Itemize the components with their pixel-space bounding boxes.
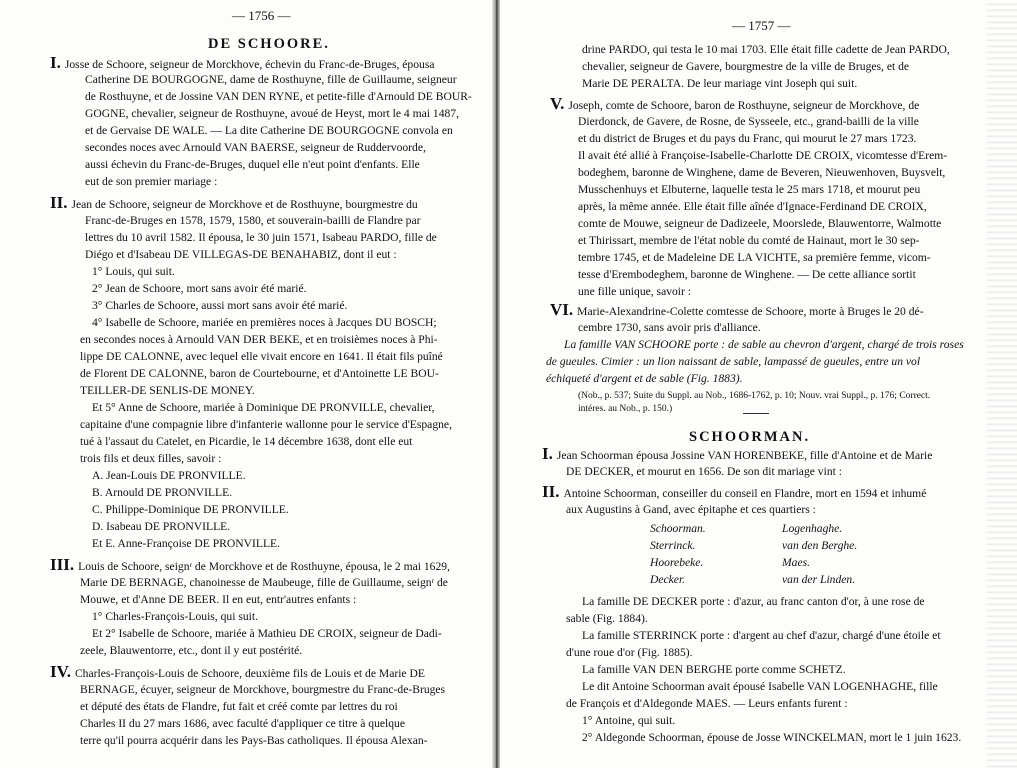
- text-line: La famille VAN SCHOORE porte : de sable au chevron d'argent, chargé de trois roses: [564, 338, 964, 351]
- text-line: capitaine d'une compagnie libre d'infanterie wallonne pour le service d'Espagne,: [80, 418, 452, 431]
- text-line: aussi échevin du Franc-de-Bruges, duquel elle n'eut point d'enfants. Elle: [85, 158, 420, 171]
- text-line: Le dit Antoine Schoorman avait épousé Isabelle VAN LOGENHAGHE, fille: [582, 680, 938, 693]
- quarter-name: Logenhaghe.: [782, 522, 843, 535]
- text-line: une fille unique, savoir :: [578, 285, 692, 298]
- text-line: Charles II du 27 mars 1686, avec faculté d'appliquer ce titre à quelque: [80, 717, 405, 730]
- roman-numeral: II.: [50, 193, 68, 212]
- text-line: GOGNE, chevalier, seigneur de Rosthuyne, avoué de Heyst, mort le 4 mai 1487,: [85, 107, 459, 120]
- text-line: chevalier, seigneur de Gavere, bourgmestre de la ville de Bruges, et de: [582, 60, 910, 73]
- text-line: 1° Charles-François-Louis, qui suit.: [92, 610, 258, 623]
- text-line: et du district de Bruges et du pays du Franc, qui mourut le 27 mars 1723.: [578, 132, 917, 145]
- roman-numeral: III.: [50, 555, 75, 574]
- roman-numeral: VI.: [550, 300, 574, 319]
- text-line: intéres. au Nob., p. 150.): [578, 404, 673, 414]
- text-line: Antoine Schoorman, conseiller du conseil en Flandre, mort en 1594 et inhumé: [563, 487, 927, 500]
- quarter-name: Maes.: [782, 556, 811, 569]
- section-title: DE SCHOORE.: [208, 36, 330, 52]
- text-line: terre qu'il pourra acquérir dans les Pays-Bas catholiques. Il épousa Alexan-: [80, 734, 428, 747]
- text-line: Catherine DE BOURGOGNE, dame de Rosthuyne, fille de Guillaume, seigneur: [85, 73, 457, 86]
- text-line: Louis de Schoore, seignʳ de Morckhove et de Rosthuyne, épousa, le 2 mai 1629,: [78, 560, 450, 573]
- text-line: Musschenhuys et Elbuterne, laquelle testa le 25 mars 1718, et mourut peu: [578, 183, 921, 196]
- text-line: comte de Mouwe, seigneur de Dadizeele, Moorslede, Blauwentorre, Walmotte: [578, 217, 942, 230]
- text-line: bodeghem, baronne de Winghene, dame de Beveren, Nieuwenhoven, Buysvelt,: [578, 166, 946, 179]
- text-line: 2° Jean de Schoore, mort sans avoir été marié.: [92, 282, 307, 295]
- text-line: secondes noces avec Arnould VAN BAERSE, seigneur de Ruddervoorde,: [85, 141, 426, 154]
- text-line: La famille DE DECKER porte : d'azur, au franc canton d'or, à une rose de: [582, 595, 925, 608]
- text-line: Jean Schoorman épousa Jossine VAN HORENBEKE, fille d'Antoine et de Marie: [556, 449, 933, 462]
- text-line: Marie DE PERALTA. De leur mariage vint Joseph qui suit.: [582, 77, 858, 90]
- text-line: B. Arnould DE PRONVILLE.: [92, 486, 233, 499]
- section-title: SCHOORMAN.: [689, 429, 811, 445]
- text-line: zeele, Blauwentorre, etc., dont il y eut postérité.: [80, 644, 303, 657]
- text-line: tesse d'Erembodeghem, baronne de Winghene. — De cette alliance sortit: [578, 268, 916, 281]
- text-line: et député des états de Flandre, fut fait et créé comte par lettres du roi: [80, 700, 398, 713]
- text-line: tembre 1745, et de Madeleine DE LA VICHTE, sa première femme, vicom-: [578, 251, 931, 264]
- text-line: La famille VAN DEN BERGHE porte comme SCHETZ.: [582, 663, 846, 676]
- page-number: — 1756 —: [232, 8, 291, 23]
- left-page: [0, 0, 494, 768]
- text-line: (Nob., p. 537; Suite du Suppl. au Nob., 1686-1762, p. 10; Nouv. vrai Suppl., p. 176; Correct.: [578, 391, 931, 401]
- quarter-name: Hoorebeke.: [650, 556, 704, 569]
- text-line: BERNAGE, écuyer, seigneur de Morckhove, bourgmestre du Franc-de-Bruges: [80, 683, 446, 696]
- quarter-name: van der Linden.: [782, 573, 856, 586]
- text-line: tué à l'assaut du Catelet, en Picardie, le 14 décembre 1638, dont elle eut: [80, 435, 413, 448]
- quarter-name: Decker.: [650, 573, 686, 586]
- text-line: Et 5° Anne de Schoore, mariée à Dominique DE PRONVILLE, chevalier,: [92, 401, 435, 414]
- roman-numeral: V.: [550, 94, 565, 113]
- text-line: aux Augustins à Gand, avec épitaphe et ces quartiers :: [566, 503, 816, 516]
- section-divider: [743, 413, 769, 414]
- text-line: TEILLER-DE SENLIS-DE MONEY.: [80, 384, 255, 397]
- text-line: 3° Charles de Schoore, aussi mort sans avoir été marié.: [92, 299, 348, 312]
- text-line: Charles-François-Louis de Schoore, deuxième fils de Louis et de Marie DE: [74, 667, 425, 680]
- text-line: lippe DE CALONNE, avec lequel elle vivait encore en 1641. Il était fils puîné: [80, 350, 443, 363]
- text-line: Jean de Schoore, seigneur de Morckhove et de Rosthuyne, bourgmestre du: [71, 198, 418, 211]
- text-line: Et 2° Isabelle de Schoore, mariée à Mathieu DE CROIX, seigneur de Dadi-: [92, 627, 442, 640]
- text-line: sable (Fig. 1884).: [566, 612, 648, 625]
- text-line: Mouwe, et d'Anne DE BEER. Il en eut, entr'autres enfants :: [80, 593, 357, 606]
- text-line: 4° Isabelle de Schoore, mariée en premières noces à Jacques DU BOSCH;: [92, 316, 437, 329]
- text-line: Il avait été allié à Françoise-Isabelle-Charlotte DE CROIX, vicomtesse d'Erem-: [578, 149, 948, 162]
- text-line: Et E. Anne-Françoise DE PRONVILLE.: [92, 537, 281, 550]
- text-line: échiqueté d'argent et de sable (Fig. 1883).: [546, 372, 743, 385]
- text-line: A. Jean-Louis DE PRONVILLE.: [92, 469, 246, 482]
- text-line: en secondes noces à Arnould VAN DER BEKE, et en troisièmes noces à Phi-: [80, 333, 438, 346]
- text-line: de François et d'Aldegonde MAES. — Leurs enfants furent :: [566, 697, 848, 710]
- text-line: DE DECKER, et mourut en 1656. De son dit mariage vint :: [566, 465, 842, 478]
- roman-numeral: I.: [50, 53, 61, 72]
- text-line: La famille STERRINCK porte : d'argent au chef d'azur, chargé d'une étoile et: [582, 629, 941, 642]
- text-line: 2° Aldegonde Schoorman, épouse de Josse WINCKELMAN, mort le 1 juin 1623.: [582, 731, 962, 744]
- text-line: et de Gervaise DE WALE. — La dite Catherine DE BOURGOGNE convola en: [85, 124, 453, 137]
- page-number: — 1757 —: [732, 18, 791, 33]
- quarter-name: Sterrinck.: [650, 539, 696, 552]
- text-line: D. Isabeau DE PRONVILLE.: [92, 520, 231, 533]
- text-line: 1° Louis, qui suit.: [92, 265, 175, 278]
- text-line: de Rosthuyne, et de Jossine VAN DEN RYNE, et petite-fille d'Arnould DE BOUR-: [85, 90, 472, 103]
- text-line: Marie DE BERNAGE, chanoinesse de Maubeuge, fille de Guillaume, seignʳ de: [80, 576, 448, 589]
- text-line: 1° Antoine, qui suit.: [582, 714, 676, 727]
- quarter-name: van den Berghe.: [782, 539, 858, 552]
- text-line: Diégo et d'Isabeau DE VILLEGAS-DE BENAHABIZ, dont il eut :: [85, 248, 397, 261]
- text-line: Marie-Alexandrine-Colette comtesse de Schoore, morte à Bruges le 20 dé-: [577, 305, 924, 318]
- quarter-name: Schoorman.: [650, 522, 706, 535]
- text-line: de Florent DE CALONNE, baron de Courtebourne, et d'Antoinette LE BOU-: [80, 367, 439, 380]
- text-line: et Thirissart, membre de l'état noble du comté de Hainaut, mort le 30 sep-: [578, 234, 920, 247]
- text-line: drine PARDO, qui testa le 10 mai 1703. Elle était fille cadette de Jean PARDO,: [582, 43, 950, 56]
- text-line: Franc-de-Bruges en 1578, 1579, 1580, et souverain-bailli de Flandre par: [85, 214, 421, 227]
- text-line: de gueules. Cimier : un lion naissant de sable, lampassé de gueules, entre un vol: [546, 355, 921, 368]
- text-line: lettres du 10 avril 1582. Il épousa, le 30 juin 1571, Isabeau PARDO, fille de: [85, 231, 437, 244]
- text-line: cembre 1730, sans avoir pris d'alliance.: [578, 321, 761, 334]
- text-line: Dierdonck, de Gavere, de Rosne, de Sysseele, etc., grand-bailli de la ville: [578, 115, 919, 128]
- roman-numeral: IV.: [50, 662, 71, 681]
- text-line: Joseph, comte de Schoore, baron de Rosthuyne, seigneur de Morckhove, de: [568, 99, 920, 112]
- text-line: d'une roue d'or (Fig. 1885).: [566, 646, 693, 659]
- text-line: trois fils et deux filles, savoir :: [80, 452, 222, 465]
- text-line: après, la même année. Elle était fille aînée d'Ignace-Ferdinand DE CROIX,: [578, 200, 927, 213]
- text-line: eut de son premier mariage :: [85, 175, 218, 188]
- roman-numeral: II.: [542, 482, 560, 501]
- text-line: C. Philippe-Dominique DE PRONVILLE.: [92, 503, 289, 516]
- roman-numeral: I.: [542, 444, 553, 463]
- text-line: Josse de Schoore, seigneur de Morckhove, échevin du Franc-de-Bruges, épousa: [64, 58, 435, 71]
- right-page: [500, 0, 1017, 768]
